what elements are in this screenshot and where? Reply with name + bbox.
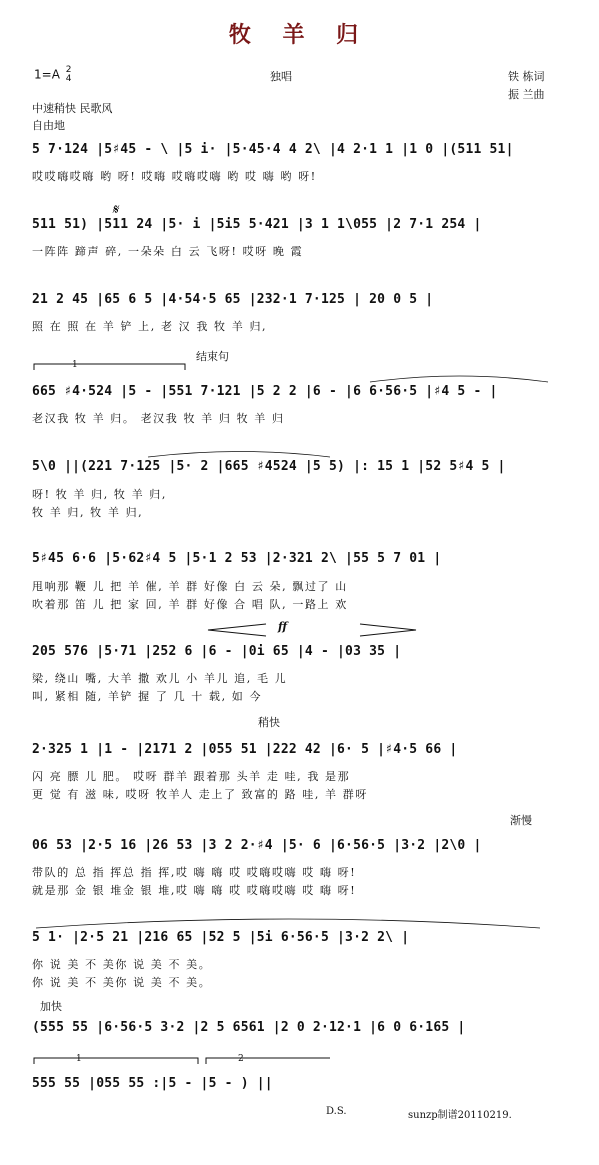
crescendo-hairpin xyxy=(208,624,266,636)
segno-mark: 𝄋 xyxy=(112,202,119,218)
performance-type: 独唱 xyxy=(270,70,292,83)
lyric-line: 带队的 总 指 挥总 指 挥,哎 嗨 嗨 哎 哎嗨哎嗨 哎 嗨 呀! xyxy=(32,866,357,879)
notation-row: 2·325 1 |1 - |2171 2 |055 51 |222 42 |6· 5 |♯4·5 66 | xyxy=(32,742,458,757)
slur xyxy=(370,376,548,382)
volta-bracket xyxy=(34,364,185,370)
lyric-line: 闪 亮 膘 儿 肥。 哎呀 群羊 跟着那 头羊 走 哇, 我 是那 xyxy=(32,770,351,783)
volta-1-mark: 1 xyxy=(76,1054,82,1064)
lyric-line: 呀! 牧 羊 归, 牧 羊 归, xyxy=(32,488,167,501)
lyric-line: 牧 羊 归, 牧 羊 归, xyxy=(32,506,144,519)
expression-marking: 自由地 xyxy=(32,119,65,132)
notation-row: 06 53 |2·5 16 |26 53 |3 2 2·♯4 |5· 6 |6·56·5 |3·2 |2\0 | xyxy=(32,838,482,853)
lyricist-credit: 铁 栋词 xyxy=(508,70,545,83)
notation-row: 5 7·124 |5♯45 - \ |5 i· |5·45·4 4 2\ |4 2·1 1 |1 0 |(511 51| xyxy=(32,142,514,157)
transcriber-credit: sunzp制谱20110219. xyxy=(408,1110,512,1121)
notation-row: 5♯45 6·6 |5·62♯4 5 |5·1 2 53 |2·321 2\ |55 5 7 01 | xyxy=(32,551,442,566)
volta-bracket xyxy=(34,1058,198,1064)
lyric-line: 更 觉 有 滋 味, 哎呀 牧羊人 走上了 致富的 路 哇, 羊 群呀 xyxy=(32,788,368,801)
notation-row: (555 55 |6·56·5 3·2 |2 5 6561 |2 0 2·12·1 |6 0 6·165 | xyxy=(32,1020,466,1035)
slightly-faster-mark: 稍快 xyxy=(258,716,280,729)
slur xyxy=(36,919,540,928)
notation-row: 665 ♯4·524 |5 - |551 7·121 |5 2 2 |6 - |6 6·56·5 |♯4 5 - | xyxy=(32,384,498,399)
lyric-line: 老汉我 牧 羊 归。 老汉我 牧 羊 归 牧 羊 归 xyxy=(32,412,285,425)
decrescendo-hairpin xyxy=(360,624,416,636)
lyric-line: 叫, 紧相 随, 羊铲 握 了 几 十 载, 如 今 xyxy=(32,690,263,703)
time-numerator: 2 xyxy=(65,65,72,75)
ending-phrase-mark: 结束句 xyxy=(196,350,229,363)
slur xyxy=(148,452,330,458)
lyric-line: 就是那 金 银 堆金 银 堆,哎 嗨 嗨 哎 哎嗨哎嗨 哎 嗨 呀! xyxy=(32,884,357,897)
time-denominator: 4 xyxy=(65,74,72,84)
faster-mark: 加快 xyxy=(40,1000,62,1013)
notation-row: 5\0 ||(221 7·125 |5· 2 |665 ♯4524 |5 5) |: 15 1 |52 5♯4 5 | xyxy=(32,459,506,474)
ds-mark: D.S. xyxy=(326,1106,347,1117)
lyric-line: 照 在 照 在 羊 铲 上, 老 汉 我 牧 羊 归, xyxy=(32,320,268,333)
volta-2-mark: 2 xyxy=(238,1054,244,1064)
notation-row: 21 2 45 |65 6 5 |4·54·5 65 |232·1 7·125 | 20 0 5 | xyxy=(32,292,434,307)
notation-row: 5 1· |2·5 21 |216 65 |52 5 |5i 6·56·5 |3·2 2\ | xyxy=(32,930,410,945)
fortissimo-mark: ff xyxy=(278,620,288,633)
gradually-slower-mark: 渐慢 xyxy=(510,814,532,827)
key-label: 1=A xyxy=(34,67,60,82)
tempo-marking: 中速稍快 民歌风 xyxy=(32,102,113,115)
notation-row: 205 576 |5·71 |252 6 |6 - |0i 65 |4 - |03 35 | xyxy=(32,644,402,659)
volta-1-mark: 1 xyxy=(72,360,78,370)
lyric-line: 梁, 绕山 嘴, 大羊 撒 欢儿 小 羊儿 追, 毛 儿 xyxy=(32,672,288,685)
notation-row: 555 55 |055 55 :|5 - |5 - ) || xyxy=(32,1076,273,1091)
lyric-line: 吹着那 笛 儿 把 家 回, 羊 群 好像 合 唱 队, 一路上 欢 xyxy=(32,598,348,611)
lyric-line: 一阵阵 蹄声 碎, 一朵朵 白 云 飞呀! 哎呀 晚 霞 xyxy=(32,245,304,258)
lyric-line: 哎哎嗨哎嗨 哟 呀! 哎嗨 哎嗨哎嗨 哟 哎 嗨 哟 呀! xyxy=(32,170,317,183)
composer-credit: 振 兰曲 xyxy=(508,88,545,101)
volta-bracket xyxy=(206,1058,330,1064)
notation-row: 511 51) |511 24 |5· i |5i5 5·421 |3 1 1\055 |2 7·1 254 | xyxy=(32,217,482,232)
song-title: 牧 羊 归 xyxy=(228,22,371,48)
lyric-line: 你 说 美 不 美你 说 美 不 美。 xyxy=(32,976,212,989)
lyric-line: 甩响那 鞭 儿 把 羊 催, 羊 群 好像 白 云 朵, 飘过了 山 xyxy=(32,580,348,593)
lyric-line: 你 说 美 不 美你 说 美 不 美。 xyxy=(32,958,212,971)
